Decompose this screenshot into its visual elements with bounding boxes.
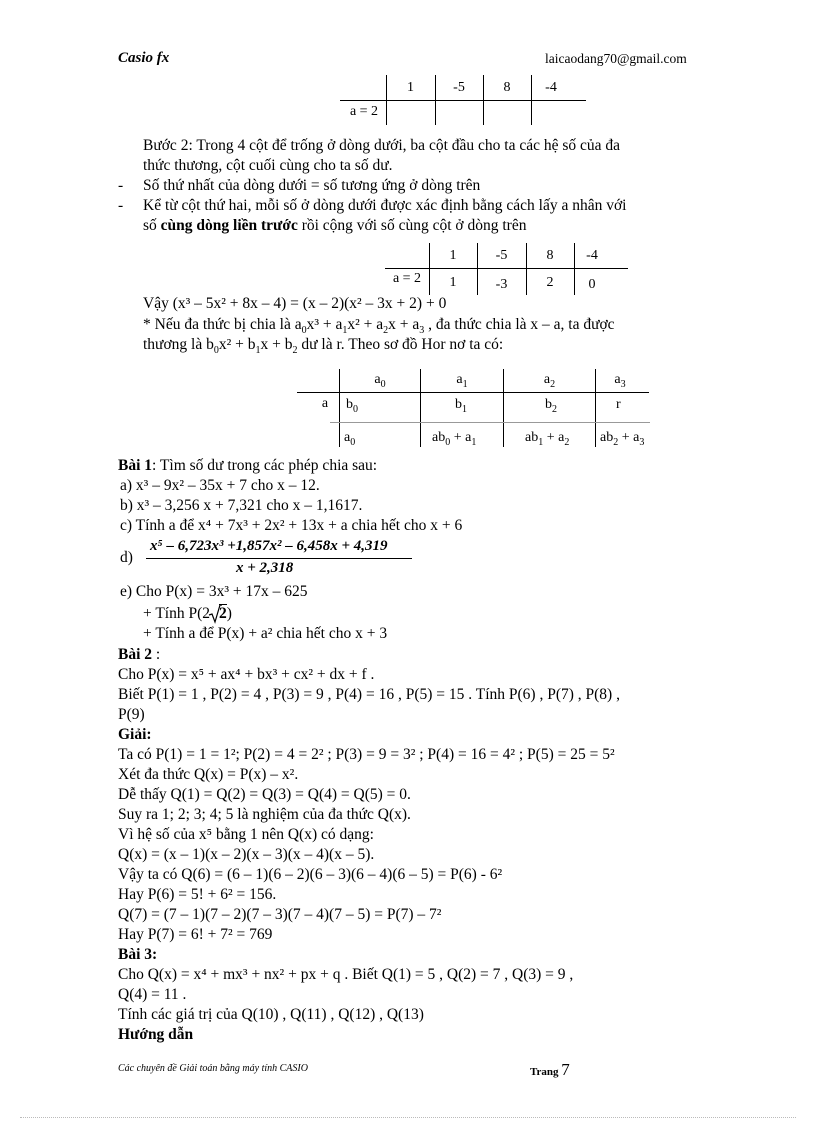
table-cell: $ab_1 + a_2$ (525, 430, 570, 448)
table-cell: r (616, 397, 621, 412)
table-row-label: a = 2 (349, 104, 379, 119)
sqrt-icon: 2 (210, 604, 227, 624)
text-line: Q(4) = 11 . (118, 986, 187, 1003)
bullet-item-continued: số cùng dòng liền trước rồi cộng với số cùng cột ở dòng trên (143, 217, 527, 234)
text-line: Cho Q(x) = x⁴ + mx³ + nx² + px + q . Biết Q(1) = 5 , Q(2) = 7 , Q(3) = 9 , (118, 966, 574, 983)
table-cell: 1 (407, 80, 414, 95)
table-cell: -4 (586, 248, 598, 263)
table-cell: $a_2$ (543, 372, 556, 390)
table-cell: 1 (449, 275, 457, 290)
exercise-item: c) Tính a để x⁴ + 7x³ + 2x² + 13x + a chia hết cho x + 6 (120, 517, 463, 534)
solution-line: Hay P(6) = 5! + 6² = 156. (118, 886, 277, 903)
bullet-item: Số thứ nhất của dòng dưới = số tương ứng ở dòng trên (143, 177, 481, 194)
table-row-label: a (321, 396, 329, 411)
table-cell: -4 (545, 80, 557, 95)
footer-text: Các chuyên đề Giải toán bằng máy tính CASIO (118, 1063, 308, 1074)
table-cell: -5 (495, 248, 508, 263)
table-cell: -3 (495, 277, 508, 292)
result-line: Vậy (x³ – 5x² + 8x – 4) = (x – 2)(x² – 3x + 2) + 0 (143, 295, 447, 312)
note-line: * Nếu đa thức bị chia là $a_0x^3 + a_1x^2 + a_2x + a_3$ , đa thức chia là x – a, ta được (143, 316, 615, 337)
exercise-3-title: Bài 3: (118, 946, 158, 963)
solution-line: Xét đa thức Q(x) = P(x) – x². (118, 766, 299, 783)
table-cell: $a_0$ (374, 372, 386, 390)
bullet-dash: - (118, 177, 124, 194)
header-title: Casio fx (118, 50, 170, 66)
bullet-item: Kể từ cột thứ hai, mỗi số ở dòng dưới được xác định bằng cách lấy a nhân với (143, 197, 627, 214)
table-cell: 8 (503, 80, 511, 95)
table-cell: $b_0$ (346, 397, 358, 415)
table-row-label: a = 2 (392, 271, 422, 286)
table-cell: -5 (453, 80, 465, 95)
table-cell: 0 (588, 277, 596, 292)
header-email: laicaodang70@gmail.com (545, 51, 687, 66)
table-cell: 1 (449, 248, 457, 263)
text-line: P(9) (118, 706, 145, 723)
step2-line: thức thương, cột cuối cùng cho ta số dư. (143, 157, 393, 174)
solution-line: Vậy ta có Q(6) = (6 – 1)(6 – 2)(6 – 3)(6 – 4)(6 – 5) = P(6) - 6² (118, 866, 503, 883)
table-cell: $a_0$ (344, 430, 356, 448)
text-line: Tính các giá trị của Q(10) , Q(11) , Q(12) , Q(13) (118, 1006, 424, 1023)
solution-line: Ta có P(1) = 1 = 1²; P(2) = 4 = 2² ; P(3) = 9 = 3² ; P(4) = 16 = 4² ; P(5) = 25 = 5² (118, 746, 615, 763)
bullet-dash: - (118, 197, 124, 214)
exercise-item: a) x³ – 9x² – 35x + 7 cho x – 12. (120, 477, 320, 494)
solution-line: Q(7) = (7 – 1)(7 – 2)(7 – 3)(7 – 4)(7 – 5) = P(7) – 7² (118, 906, 442, 923)
page-bottom-border (20, 1117, 796, 1118)
text-line: Biết P(1) = 1 , P(2) = 4 , P(3) = 9 , P(4) = 16 , P(5) = 15 . Tính P(6) , P(7) , P(8) , (118, 686, 620, 703)
table-cell: $ab_0 + a_1$ (432, 430, 477, 448)
step2-line: Bước 2: Trong 4 cột để trống ở dòng dưới, ba cột đầu cho ta các hệ số của đa (143, 137, 621, 154)
table-cell: $ab_2 + a_3$ (600, 430, 645, 448)
solution-line: Suy ra 1; 2; 3; 4; 5 là nghiệm của đa thức Q(x). (118, 806, 411, 823)
table-cell: $a_3$ (614, 372, 626, 390)
table-cell: 2 (546, 275, 554, 290)
table-cell: $b_1$ (455, 397, 467, 415)
exercise-item: + Tính a để P(x) + a² chia hết cho x + 3 (143, 625, 388, 642)
note-line: thương là $b_0x^2 + b_1x + b_2$ dư là r. Theo sơ đồ Hor nơ ta có: (143, 336, 504, 357)
text-line: Cho P(x) = x⁵ + ax⁴ + bx³ + cx² + dx + f . (118, 666, 375, 683)
fraction-denominator: x + 2,318 (236, 560, 294, 576)
page-number: Trang 7 (530, 1060, 570, 1079)
table-cell: $a_1$ (456, 372, 468, 390)
solution-line: Q(x) = (x – 1)(x – 2)(x – 3)(x – 4)(x – 5). (118, 846, 375, 863)
exercise-item: e) Cho P(x) = 3x³ + 17x – 625 (120, 583, 308, 600)
exercise-item: + Tính P(2 2) (143, 605, 232, 622)
guide-heading: Hướng dẫn (118, 1026, 194, 1043)
exercise-2-title: Bài 2 : (118, 646, 161, 663)
solution-line: Hay P(7) = 6! + 7² = 769 (118, 926, 273, 943)
exercise-item: b) x³ – 3,256 x + 7,321 cho x – 1,1617. (120, 497, 363, 514)
solution-line: Vì hệ số của x⁵ bằng 1 nên Q(x) có dạng: (118, 826, 374, 843)
solution-line: Dễ thấy Q(1) = Q(2) = Q(3) = Q(4) = Q(5) = 0. (118, 786, 411, 803)
table-cell: $b_2$ (545, 397, 557, 415)
table-cell: 8 (546, 248, 554, 263)
exercise-item-label: d) (120, 549, 133, 566)
fraction-numerator: x⁵ – 6,723x³ +1,857x² – 6,458x + 4,319 (150, 538, 388, 554)
solution-heading: Giải: (118, 726, 152, 743)
exercise-1-title: Bài 1: Tìm số dư trong các phép chia sau: (118, 457, 378, 474)
